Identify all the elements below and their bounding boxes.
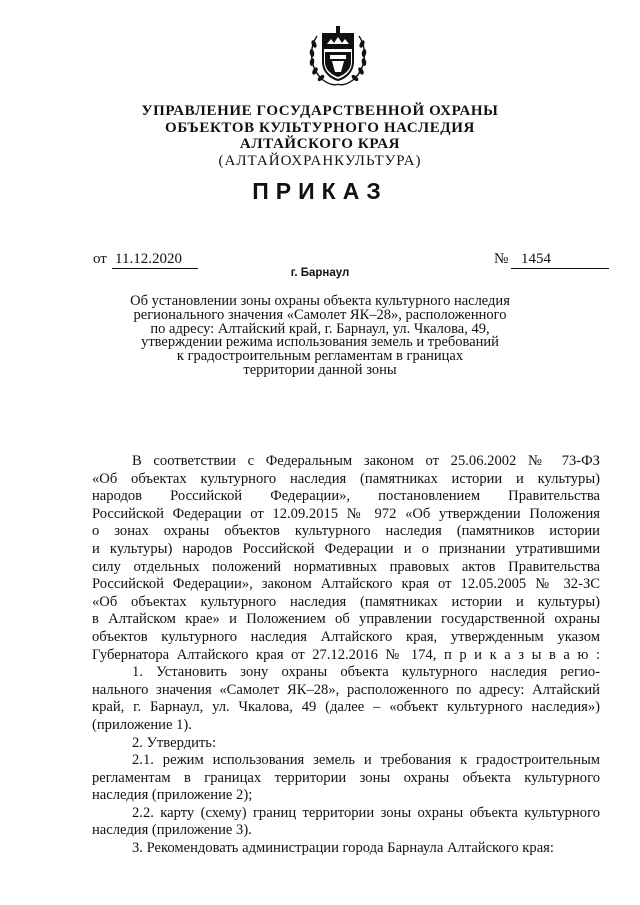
body-line: «Об объектах культурного наследия (памятниках истории и культуры) [92,470,600,487]
org-line-1: УПРАВЛЕНИЕ ГОСУДАРСТВЕННОЙ ОХРАНЫ [141,103,499,119]
body-line: народов Российской Федерации», постановлением Правительства [92,488,600,505]
subject-line: регионального значения «Самолет ЯК–28», расположенного [133,306,507,323]
body-line: в Алтайском крае» и Положением об управлении государственной охраны [92,611,600,628]
body-line: (приложение 1). [92,716,192,733]
subject-line: к градостроительным регламентам в границах [176,348,464,365]
body-line: 2.1. режим использования земель и требования к градостроительным [132,752,600,769]
body-line: 2. Утвердить: [132,734,217,751]
subject-line: по адресу: Алтайский край, г. Барнаул, ул. Чкалова, 49, [150,320,490,337]
document-type-title: ПРИКАЗ [252,178,388,204]
body-line: о зонах охраны объектов культурного наследия (памятников истории [92,523,600,540]
body-line: край, г. Барнаул, ул. Чкалова, 49 (далее – «объект культурного наследия») [92,699,600,716]
body-line: «Об объектах культурного наследия (памятниках истории и культуры) [92,593,600,610]
org-line-3: АЛТАЙСКОГО КРАЯ [239,136,401,152]
body-line: Российской Федерации от 12.09.2015 № 972 «Об утверждении Положения [92,505,600,522]
order-date: 11.12.2020 [112,251,198,269]
number-label: № [494,251,509,267]
body-line: Губернатора Алтайского края от 27.12.2016 № 174, п р и к а з ы в а ю : [92,646,600,663]
body-line: нального значения «Самолет ЯК–28», расположенного по адресу: Алтайский [92,681,600,698]
date-label: от [93,251,107,267]
body-line: Российской Федерации», законом Алтайского края от 12.05.2005 № 32-ЗС [92,576,600,593]
org-line-4: (АЛТАЙОХРАНКУЛЬТУРА) [218,152,422,169]
body-line: 3. Рекомендовать администрации города Барнаула Алтайского края: [132,840,554,857]
order-body [92,453,600,858]
body-line: 2.2. карту (схему) границ территории зоны охраны объекта культурного [132,804,600,821]
order-number: 1454 [511,251,609,269]
body-line: 1. Установить зону охраны объекта культурного наследия регио- [132,664,600,681]
organization-name [40,103,600,169]
city: г. Барнаул [290,267,350,279]
body-line: наследия (приложение 2); [92,787,253,804]
subject-line: Об установлении зоны охраны объекта культурного наследия [130,293,510,309]
subject-line: территории данной зоны [243,361,397,378]
body-line: объектов культурного наследия Алтайского края, утвержденным указом [92,628,600,645]
order-subject [110,295,530,378]
subject-line: утверждении режима использования земель и требований [141,334,499,351]
org-line-2: ОБЪЕКТОВ КУЛЬТУРНОГО НАСЛЕДИЯ [165,119,475,136]
altai-krai-coat-of-arms-icon [303,22,373,92]
body-line: регламентам в границах территории зоны охраны объекта культурного [92,769,600,786]
body-line: наследия (приложение 3). [92,822,252,839]
body-line: силу отдельных положений нормативных правовых актов Правительства [92,558,600,575]
body-line: В соответствии с Федеральным законом от 25.06.2002 № 73-ФЗ [132,453,600,469]
body-line: и культуры) народов Российской Федерации и о признании утратившими [92,540,600,557]
